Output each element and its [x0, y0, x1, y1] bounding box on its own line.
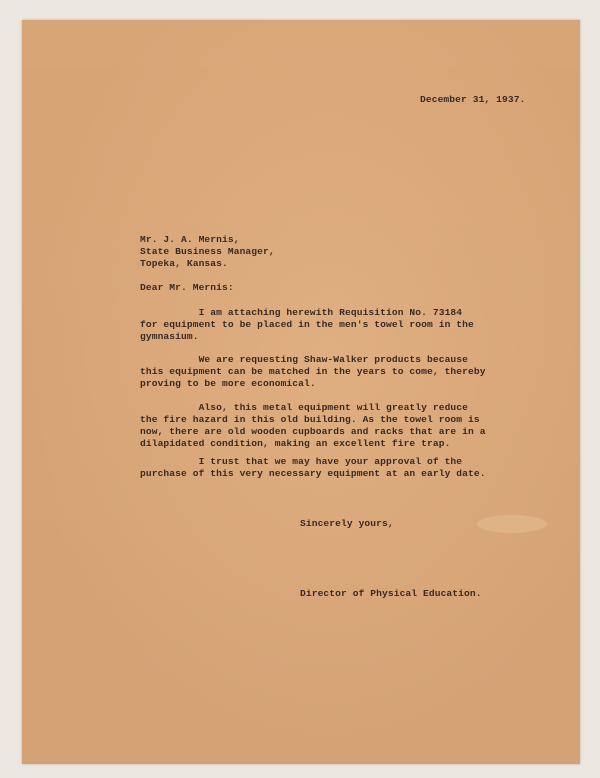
letter-page — [22, 20, 580, 764]
paragraph-4-line-1: I trust that we may have your approval of the — [140, 456, 463, 467]
paper-stain — [477, 515, 547, 533]
paragraph-3-line-3: now, there are old wooden cupboards and racks that are in a — [140, 426, 486, 437]
paragraph-2-line-3: proving to be more economical. — [140, 378, 316, 389]
closing: Sincerely yours, — [300, 518, 394, 529]
paragraph-3-line-4: dilapidated condition, making an excellent fire trap. — [140, 438, 451, 449]
paragraph-2-line-1: We are requesting Shaw-Walker products because — [140, 354, 469, 365]
letter-date: December 31, 1937. — [420, 94, 526, 105]
address-line-3: Topeka, Kansas. — [140, 258, 228, 269]
paragraph-1-line-2: for equipment to be placed in the men's towel room in the — [140, 319, 474, 330]
paragraph-2-line-2: this equipment can be matched in the years to come, thereby — [140, 366, 486, 377]
address-line-1: Mr. J. A. Mernis, — [140, 234, 240, 245]
paragraph-1-line-1: I am attaching herewith Requisition No. 73184 — [140, 307, 463, 318]
address-line-2: State Business Manager, — [140, 246, 275, 257]
paragraph-3-line-1: Also, this metal equipment will greatly reduce — [140, 402, 469, 413]
paragraph-4-line-2: purchase of this very necessary equipment at an early date. — [140, 468, 486, 479]
paragraph-3-line-2: the fire hazard in this old building. As the towel room is — [140, 414, 480, 425]
paragraph-1-line-3: gymnasium. — [140, 331, 199, 342]
salutation: Dear Mr. Mernis: — [140, 282, 234, 293]
signature-title: Director of Physical Education. — [300, 588, 482, 599]
